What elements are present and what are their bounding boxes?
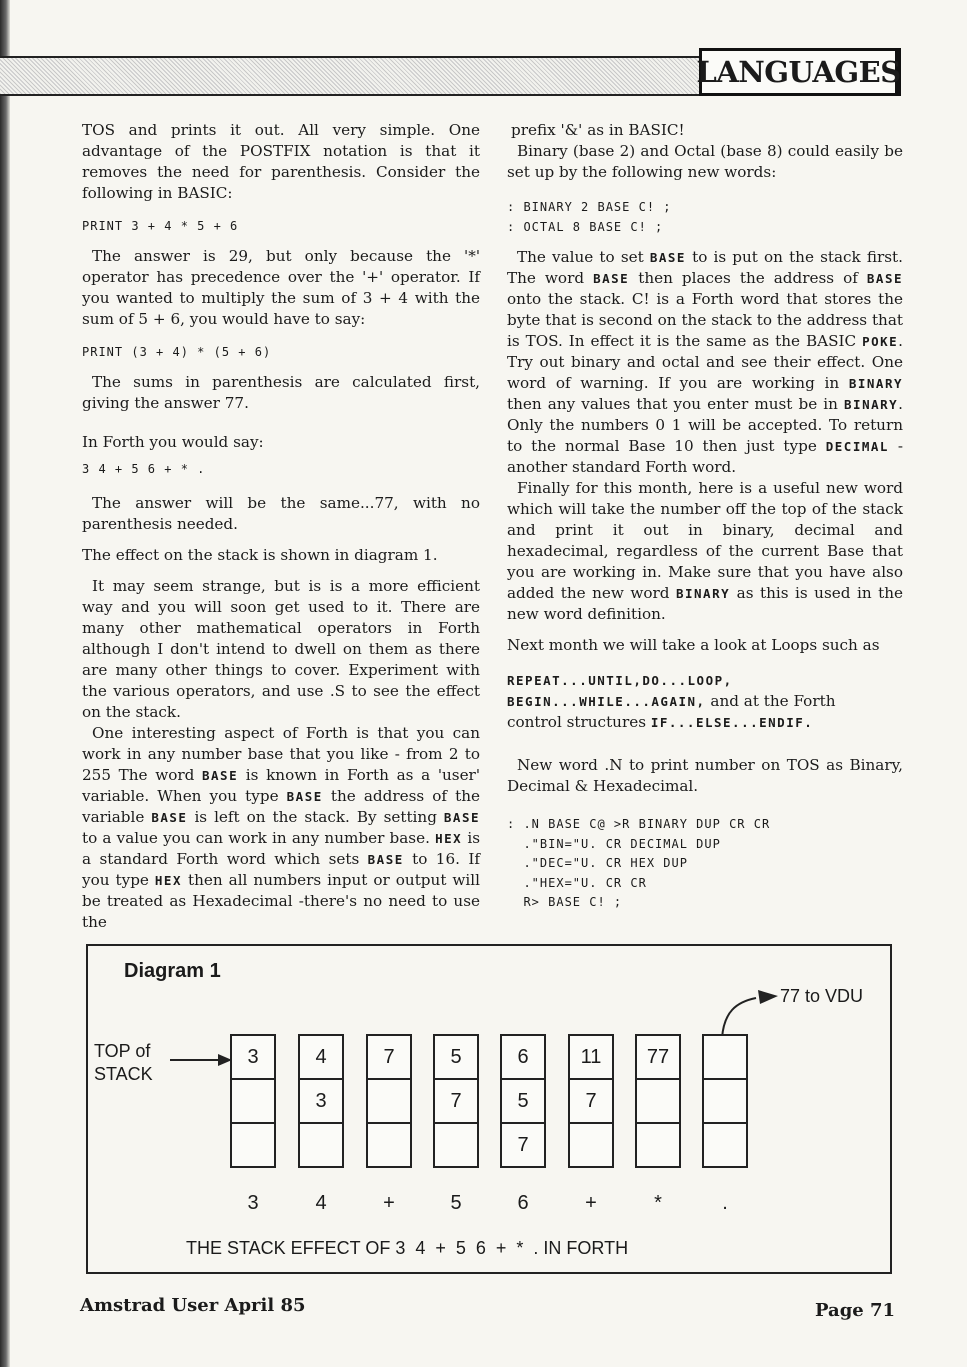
- label-line: TOP of: [94, 1041, 151, 1061]
- code-block: PRINT 3 + 4 * 5 + 6: [82, 219, 239, 233]
- paragraph: [507, 247, 903, 478]
- stack-cell: [635, 1122, 681, 1168]
- stack-column: [702, 1034, 748, 1166]
- right-column: [507, 120, 903, 923]
- forth-keyword: BEGIN...WHILE...AGAIN,: [507, 694, 706, 709]
- vdu-label: 77 to VDU: [780, 986, 864, 1006]
- stack-cell: [230, 1122, 276, 1168]
- stack-diagram: [86, 944, 892, 1274]
- stack-cell: 7: [568, 1078, 614, 1124]
- forth-keyword: BINARY: [844, 397, 899, 412]
- stack-cell: 11: [568, 1034, 614, 1080]
- forth-keyword: BASE: [151, 810, 188, 825]
- text-run: then places the address of: [629, 269, 867, 287]
- stack-cell: 5: [500, 1078, 546, 1124]
- stack-cell: [366, 1122, 412, 1168]
- paragraph: New word .N to print number on TOS as Binary, Decimal & Hexadecimal.: [507, 756, 903, 795]
- text-run: is known in Forth as a 'user' variable. When you type: [82, 766, 480, 805]
- paragraph: The answer will be the same...77, with no parenthesis needed.: [82, 494, 480, 533]
- paragraph: [507, 478, 903, 625]
- stack-cell: [702, 1034, 748, 1080]
- forth-keyword: BASE: [443, 810, 481, 825]
- forth-keyword: BASE: [286, 789, 323, 804]
- stack-cell: [298, 1122, 344, 1168]
- page-spine-shadow: [0, 0, 10, 1367]
- stack-token: +: [383, 1192, 395, 1214]
- text-run: onto the stack. C! is a Forth word that stores the byte that is second on the stack to the address that is TOS. In effect it is the same as the BASIC: [507, 290, 903, 350]
- stack-token: 4: [315, 1192, 327, 1214]
- stack-column: [298, 1034, 344, 1166]
- stack-cell: 7: [433, 1078, 479, 1124]
- footer-publication: Amstrad User April 85: [80, 1295, 306, 1316]
- stack-cell: [230, 1078, 276, 1124]
- text-run: to is put on the stack first. The word: [507, 248, 903, 287]
- left-column: [82, 120, 480, 943]
- diagram-caption: THE STACK EFFECT OF 3 4 + 5 6 + * . IN FORTH: [186, 1238, 629, 1258]
- text-run: as this is used in the new word definition.: [507, 584, 903, 623]
- forth-keyword: BASE: [649, 250, 686, 265]
- forth-keyword: BASE: [866, 271, 903, 286]
- stack-column: [366, 1034, 412, 1166]
- forth-keyword: HEX: [154, 873, 182, 888]
- stack-cell: [635, 1078, 681, 1124]
- header-band: [0, 56, 706, 96]
- paragraph: prefix '&' as in BASIC!: [511, 121, 685, 139]
- text-run: and at the Forth: [705, 692, 836, 710]
- stack-token: *: [654, 1192, 662, 1214]
- text-run: Finally for this month, here is a useful new word which will take the number off the top of the stack and print it out in binary, decimal and hexadecimal, regardless of the current Base that you are working in. Make sure that you have also added the new word: [507, 479, 903, 602]
- stack-cell: 5: [433, 1034, 479, 1080]
- text-run: . Only the numbers 0 1 will be accepted. To return to the normal Base 10 then just type: [507, 395, 903, 455]
- stack-cell: [568, 1122, 614, 1168]
- stack-column: [568, 1034, 614, 1166]
- stack-cell: [433, 1122, 479, 1168]
- forth-keyword: IF...ELSE...ENDIF.: [650, 715, 814, 730]
- stack-column: [433, 1034, 479, 1166]
- forth-keyword: BASE: [593, 271, 630, 286]
- text-run: One interesting aspect of Forth is that you can work in any number base that you like - from 2 to 255 The word: [82, 724, 480, 784]
- stack-cell: 6: [500, 1034, 546, 1080]
- forth-keyword: BASE: [367, 852, 404, 867]
- stack-token: 3: [247, 1192, 259, 1214]
- section-label: LANGUAGES: [699, 48, 901, 96]
- text-run: . Try out binary and octal and see their effect. One word of warning. If you are working in: [507, 332, 903, 392]
- paragraph: Next month we will take a look at Loops such as: [507, 636, 880, 654]
- text-run: to a value you can work in any number base.: [82, 829, 436, 847]
- text-run: The value to set: [517, 248, 650, 266]
- vdu-arrow-curve: [722, 998, 756, 1038]
- forth-keyword: POKE: [862, 334, 899, 349]
- paragraph: Binary (base 2) and Octal (base 8) could easily be set up by the following new words:: [507, 142, 903, 181]
- text-run: the address of the variable: [82, 787, 480, 826]
- stack-token: .: [722, 1192, 728, 1214]
- stack-token: 6: [517, 1192, 529, 1214]
- paragraph: The answer is 29, but only because the '*' operator has precedence over the '+' operator. If you wanted to multiply the sum of 3 + 4 with the sum of 5 + 6, you would have to say:: [82, 247, 480, 328]
- text-run: is a standard Forth word which sets: [82, 829, 480, 868]
- diagram-title: Diagram 1: [124, 960, 221, 982]
- paragraph: TOS and prints it out. All very simple. One advantage of the POSTFIX notation is that it removes the need for parenthesis. Consider the following in BASIC:: [82, 121, 480, 202]
- stack-token: +: [585, 1192, 597, 1214]
- label-line: STACK: [94, 1064, 153, 1084]
- stack-cell: 3: [230, 1034, 276, 1080]
- forth-keyword: HEX: [435, 831, 463, 846]
- stack-cell: [702, 1122, 748, 1168]
- code-block: PRINT (3 + 4) * (5 + 6): [82, 345, 272, 359]
- text-run: control structures: [507, 713, 651, 731]
- vdu-arrowhead: [758, 990, 778, 1004]
- text-run: is left on the stack. By setting: [187, 808, 444, 826]
- forth-keyword: REPEAT...UNTIL,DO...LOOP,: [507, 673, 733, 688]
- stack-column: [230, 1034, 276, 1166]
- text-run: to 16. If you type: [82, 850, 480, 889]
- stack-cell: 7: [500, 1122, 546, 1168]
- stack-cell: 77: [635, 1034, 681, 1080]
- stack-column: [635, 1034, 681, 1166]
- code-block: : .N BASE C@ >R BINARY DUP CR CR ."BIN="U. CR DECIMAL DUP ."DEC="U. CR HEX DUP ."HEX="U. CR CR R> BASE C! ;: [507, 817, 771, 909]
- text-run: - another standard Forth word.: [507, 437, 903, 476]
- paragraph: [507, 670, 903, 733]
- paragraph: The sums in parenthesis are calculated first, giving the answer 77.: [82, 373, 480, 412]
- stack-cell: 7: [366, 1034, 412, 1080]
- paragraph: In Forth you would say:: [82, 433, 264, 451]
- stack-token: 5: [450, 1192, 462, 1214]
- code-block: 3 4 + 5 6 + * .: [82, 462, 206, 476]
- text-run: then any values that you enter must be in: [507, 395, 845, 413]
- stack-cell: [702, 1078, 748, 1124]
- paragraph: [82, 723, 480, 933]
- diagram-arrows: [88, 946, 894, 1276]
- forth-keyword: BASE: [202, 768, 239, 783]
- stack-cell: 4: [298, 1034, 344, 1080]
- paragraph: The effect on the stack is shown in diagram 1.: [82, 546, 438, 564]
- forth-keyword: DECIMAL: [825, 439, 889, 454]
- forth-keyword: BINARY: [848, 376, 903, 391]
- stack-column: [500, 1034, 546, 1166]
- footer-page-number: Page 71: [815, 1300, 896, 1321]
- code-block: : BINARY 2 BASE C! ; : OCTAL 8 BASE C! ;: [507, 200, 672, 234]
- text-run: then all numbers input or output will be treated as Hexadecimal -there's no need to use the: [82, 871, 480, 931]
- stack-cell: [366, 1078, 412, 1124]
- paragraph: It may seem strange, but is is a more efficient way and you will soon get used to it. There are many other mathematical operators in Forth although I don't intend to dwell on them as there are many other things to cover. Experiment with the various operators, and use .S to see the effect on the stack.: [82, 577, 480, 721]
- stack-cell: 3: [298, 1078, 344, 1124]
- forth-keyword: BINARY: [675, 586, 731, 601]
